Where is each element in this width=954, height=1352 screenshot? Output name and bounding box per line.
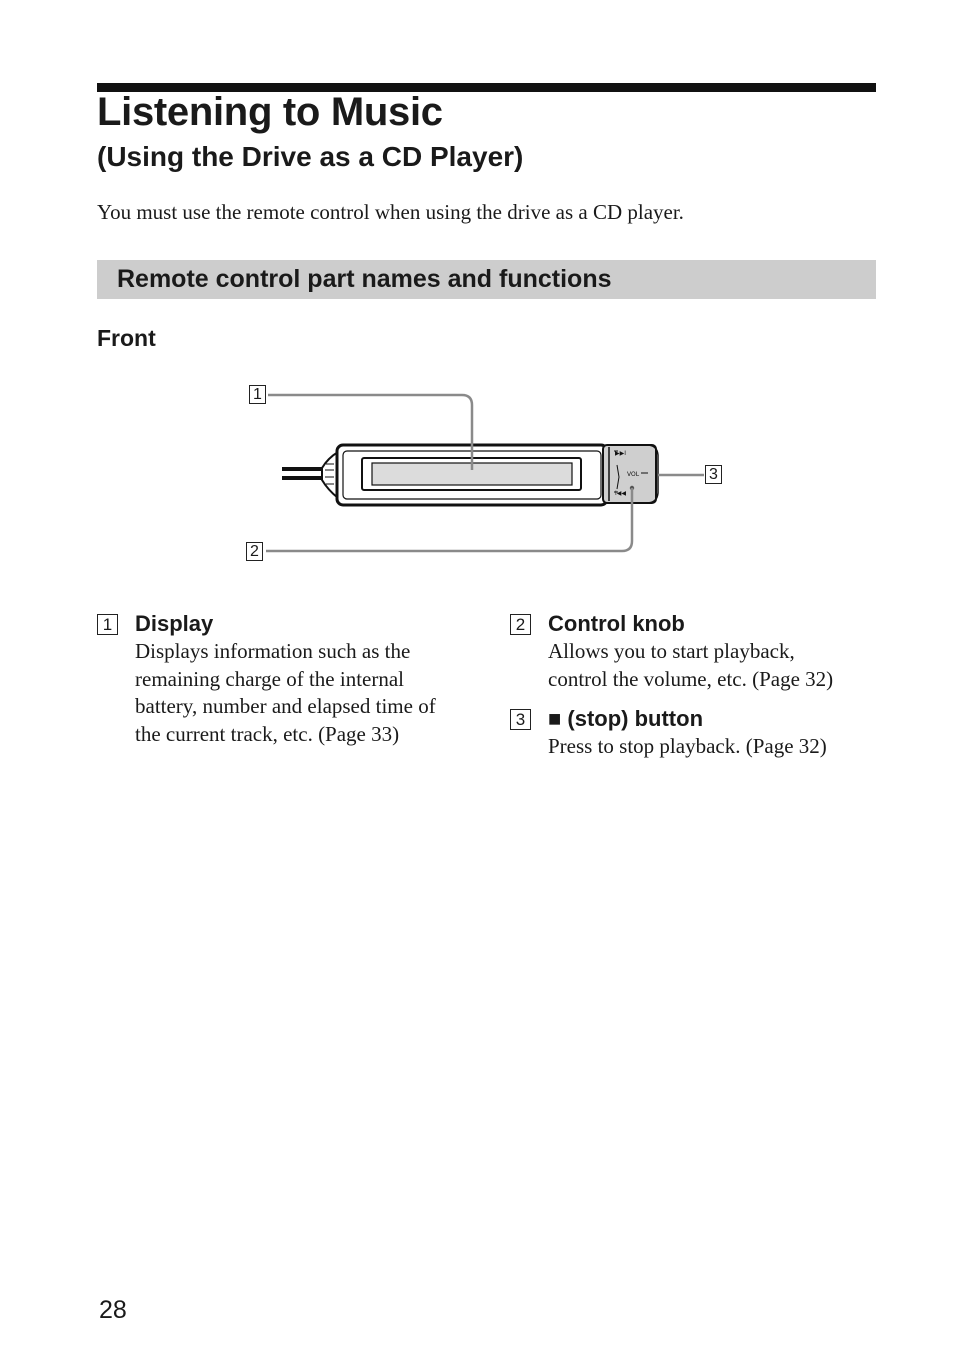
item-description [548,733,827,761]
desc-line: control the volume, etc. (Page 32) [548,666,834,691]
item-number: 3 [510,709,531,730]
desc-line: Displays information such as the [135,639,411,663]
page-number: 28 [99,1296,127,1324]
svg-text:I◀◀: I◀◀ [615,490,626,497]
item-number: 2 [510,614,531,635]
svg-text:▶▶I: ▶▶I [615,450,626,457]
callout-3: 3 [705,465,722,484]
section-title: Remote control part names and functions [117,265,612,293]
control-section [603,445,658,503]
vol-label: VOL [627,471,640,478]
remote-control-diagram [0,0,954,600]
item-heading: Display [135,611,214,636]
desc-line: Press to stop playback. (Page 32) [548,734,827,758]
intro-text: You must use the remote control when using the drive as a CD player. [97,200,684,224]
callout-1: 1 [249,385,266,404]
item-heading: ■ (stop) button [548,706,704,731]
item-display [97,611,487,751]
desc-line: Allows you to start playback, [548,639,795,663]
page-subtitle: (Using the Drive as a CD Player) [97,141,524,172]
item-control-knob [510,611,890,701]
item-heading: Control knob [548,611,685,636]
desc-line: battery, number and elapsed time of [135,694,436,718]
item-number: 1 [97,614,118,635]
item-description [135,638,436,748]
desc-line: the current track, etc. (Page 33) [135,721,400,746]
item-description [548,638,833,693]
subsection-label: Front [97,325,156,351]
item-stop-button [510,706,890,766]
desc-line: remaining charge of the internal [135,666,405,691]
page-title: Listening to Music [97,90,443,134]
callout-2: 2 [246,542,263,561]
